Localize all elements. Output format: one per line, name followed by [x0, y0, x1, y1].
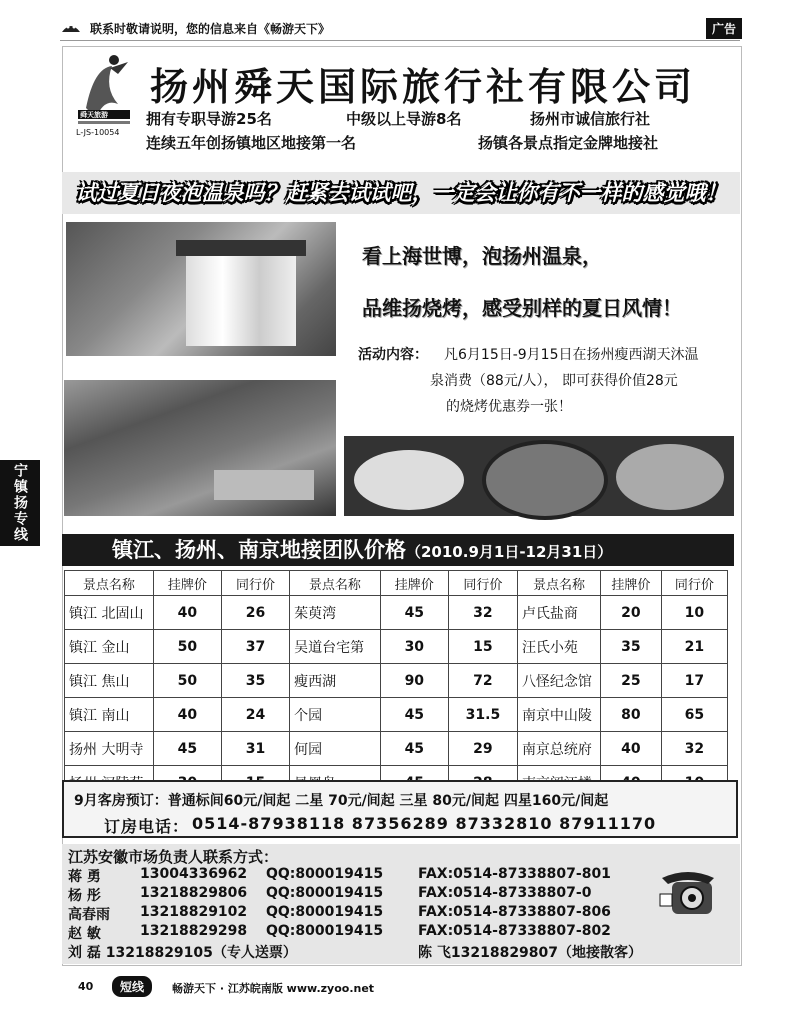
- table-cell: 65: [661, 698, 727, 732]
- contact-mobile: 13004336962: [140, 866, 248, 882]
- table-cell: 45: [380, 698, 448, 732]
- pavilion-curtain: [186, 256, 296, 346]
- page-footer: [62, 974, 742, 998]
- contact-mobile: 13218829806: [140, 885, 248, 901]
- table-cell: 茱萸湾: [290, 596, 381, 630]
- table-cell: 45: [153, 732, 221, 766]
- col-header: 景点名称: [65, 571, 154, 596]
- table-cell: 32: [448, 596, 517, 630]
- contacts-title: 江苏安徽市场负责人联系方式：: [68, 848, 279, 866]
- contact-last-left: 刘 磊 13218829105（专人送票）: [68, 945, 297, 961]
- top-bar: [60, 18, 740, 41]
- info-honest-agency: 扬州市诚信旅行社: [530, 110, 651, 128]
- contact-fax: FAX:0514-87338807-0: [418, 885, 592, 901]
- table-cell: 21: [661, 630, 727, 664]
- table-cell: 南京中山陵: [517, 698, 600, 732]
- table-cell: 72: [448, 664, 517, 698]
- table-cell: 17: [661, 664, 727, 698]
- col-header: 挂牌价: [153, 571, 221, 596]
- table-cell: 何园: [290, 732, 381, 766]
- table-title-text: 镇江、扬州、南京地接团队价格: [112, 538, 406, 562]
- table-cell: 50: [153, 664, 221, 698]
- contact-last-right: 陈 飞13218829807（地接散客）: [418, 945, 643, 961]
- slogan-bbq: 品维扬烧烤，感受别样的夏日风情！: [362, 296, 682, 320]
- contact-qq: QQ:800019415: [266, 923, 384, 939]
- table-cell: 26: [221, 596, 289, 630]
- contact-name: 杨 彤: [68, 888, 101, 904]
- license-number: L-JS-10054: [76, 128, 120, 137]
- table-row: [65, 596, 728, 630]
- table-cell: 80: [601, 698, 662, 732]
- booking-phone-label: 订房电话：: [104, 817, 190, 836]
- table-cell: 个园: [290, 698, 381, 732]
- slogan-expo: 看上海世博，泡扬州温泉，: [362, 244, 602, 268]
- contact-fax: FAX:0514-87338807-806: [418, 904, 611, 920]
- garden-photo: [64, 380, 336, 516]
- table-cell: 卢氏盐商: [517, 596, 600, 630]
- contact-name: 蒋 勇: [68, 869, 101, 885]
- table-cell: 50: [153, 630, 221, 664]
- col-header: 景点名称: [517, 571, 600, 596]
- contacts-section: [62, 844, 740, 964]
- contact-mobile: 13218829102: [140, 904, 248, 920]
- table-row: [65, 630, 728, 664]
- col-header: 景点名称: [290, 571, 381, 596]
- table-row: [65, 698, 728, 732]
- pavilion-roof: [176, 240, 306, 256]
- table-cell: 35: [601, 630, 662, 664]
- table-row: [65, 732, 728, 766]
- table-cell: 45: [380, 596, 448, 630]
- table-cell: 南京总统府: [517, 732, 600, 766]
- col-header: 同行价: [221, 571, 289, 596]
- table-cell: 八怪纪念馆: [517, 664, 600, 698]
- info-ranking: 连续五年创扬镇地区地接第一名: [146, 134, 357, 152]
- contact-qq: QQ:800019415: [266, 866, 384, 882]
- col-header: 同行价: [661, 571, 727, 596]
- page-number: 40: [78, 980, 94, 993]
- table-cell: 镇江 南山: [65, 698, 154, 732]
- table-cell: 37: [221, 630, 289, 664]
- side-route-tag: 宁镇扬专线: [0, 460, 40, 546]
- table-cell: 15: [448, 630, 517, 664]
- table-cell: 45: [380, 732, 448, 766]
- table-cell: 35: [221, 664, 289, 698]
- table-period: （2010.9月1日-12月31日）: [406, 543, 613, 561]
- activity-label: 活动内容：: [358, 347, 428, 363]
- contact-name: 赵 敏: [68, 926, 101, 942]
- table-cell: 31.5: [448, 698, 517, 732]
- mascot-logo-icon: [60, 18, 82, 36]
- contact-fax: FAX:0514-87338807-802: [418, 923, 611, 939]
- price-table-title: [62, 534, 734, 566]
- table-cell: 24: [221, 698, 289, 732]
- dish-1: [354, 450, 464, 510]
- table-cell: 汪氏小苑: [517, 630, 600, 664]
- footer-text: 畅游天下 · 江苏皖南版 www.zyoo.net: [172, 982, 375, 995]
- company-name: 扬州舜天国际旅行社有限公司: [150, 64, 697, 109]
- table-row: [65, 664, 728, 698]
- table-cell: 镇江 北固山: [65, 596, 154, 630]
- table-cell: 30: [380, 630, 448, 664]
- table-cell: 40: [153, 596, 221, 630]
- table-cell: 32: [661, 732, 727, 766]
- activity-line-2: 泉消费（88元/人）， 即可获得价值28元: [430, 373, 678, 389]
- contact-qq: QQ:800019415: [266, 885, 384, 901]
- col-header: 同行价: [448, 571, 517, 596]
- col-header: 挂牌价: [601, 571, 662, 596]
- table-cell: 90: [380, 664, 448, 698]
- info-senior-guides: 中级以上导游8名: [346, 110, 462, 128]
- table-cell: 10: [661, 596, 727, 630]
- table-cell: 40: [601, 732, 662, 766]
- logo-text: 舜天旅游: [80, 111, 108, 119]
- table-cell: 20: [601, 596, 662, 630]
- source-note: 联系时敬请说明，您的信息来自《畅游天下》: [90, 22, 331, 36]
- col-header: 挂牌价: [380, 571, 448, 596]
- telephone-icon: [658, 868, 718, 918]
- company-logo-icon: [74, 48, 134, 136]
- contact-name: 高春雨: [68, 907, 110, 923]
- table-cell: 镇江 金山: [65, 630, 154, 664]
- dish-oysters: [616, 444, 724, 510]
- ad-tag: 广告: [706, 18, 742, 39]
- activity-line-1: 凡6月15日-9月15日在扬州瘦西湖天沐温: [444, 347, 699, 363]
- table-cell: 吴道台宅第: [290, 630, 381, 664]
- info-guides: 拥有专职导游25名: [146, 110, 272, 128]
- contact-qq: QQ:800019415: [266, 904, 384, 920]
- room-rates: 9月客房预订：普通标间60元/间起 二星 70元/间起 三星 80元/间起 四星160元/间起: [74, 793, 609, 809]
- table-cell: 扬州 大明寺: [65, 732, 154, 766]
- hot-spring-pavilion-photo: [66, 222, 336, 356]
- table-header-row: [65, 571, 728, 596]
- table-cell: 25: [601, 664, 662, 698]
- dish-sushi: [482, 440, 608, 520]
- contact-mobile: 13218829298: [140, 923, 248, 939]
- table-cell: 31: [221, 732, 289, 766]
- promo-banner: 试过夏日夜泡温泉吗？赶紧去试试吧，一定会让你有不一样的感觉哦！: [62, 172, 740, 214]
- table-cell: 40: [153, 698, 221, 732]
- info-gold-agency: 扬镇各景点指定金牌地接社: [478, 134, 659, 152]
- room-booking-box: [62, 780, 738, 838]
- table-cell: 29: [448, 732, 517, 766]
- section-tag: 短线: [112, 976, 152, 997]
- table-cell: 镇江 焦山: [65, 664, 154, 698]
- booking-phones: 0514-87938118 87356289 87332810 87911170: [192, 814, 657, 833]
- table-cell: 瘦西湖: [290, 664, 381, 698]
- food-photo-strip: [344, 436, 734, 516]
- contact-fax: FAX:0514-87338807-801: [418, 866, 611, 882]
- activity-line-3: 的烧烤优惠券一张！: [446, 399, 572, 415]
- price-table: [64, 570, 728, 800]
- garden-steps: [214, 470, 314, 500]
